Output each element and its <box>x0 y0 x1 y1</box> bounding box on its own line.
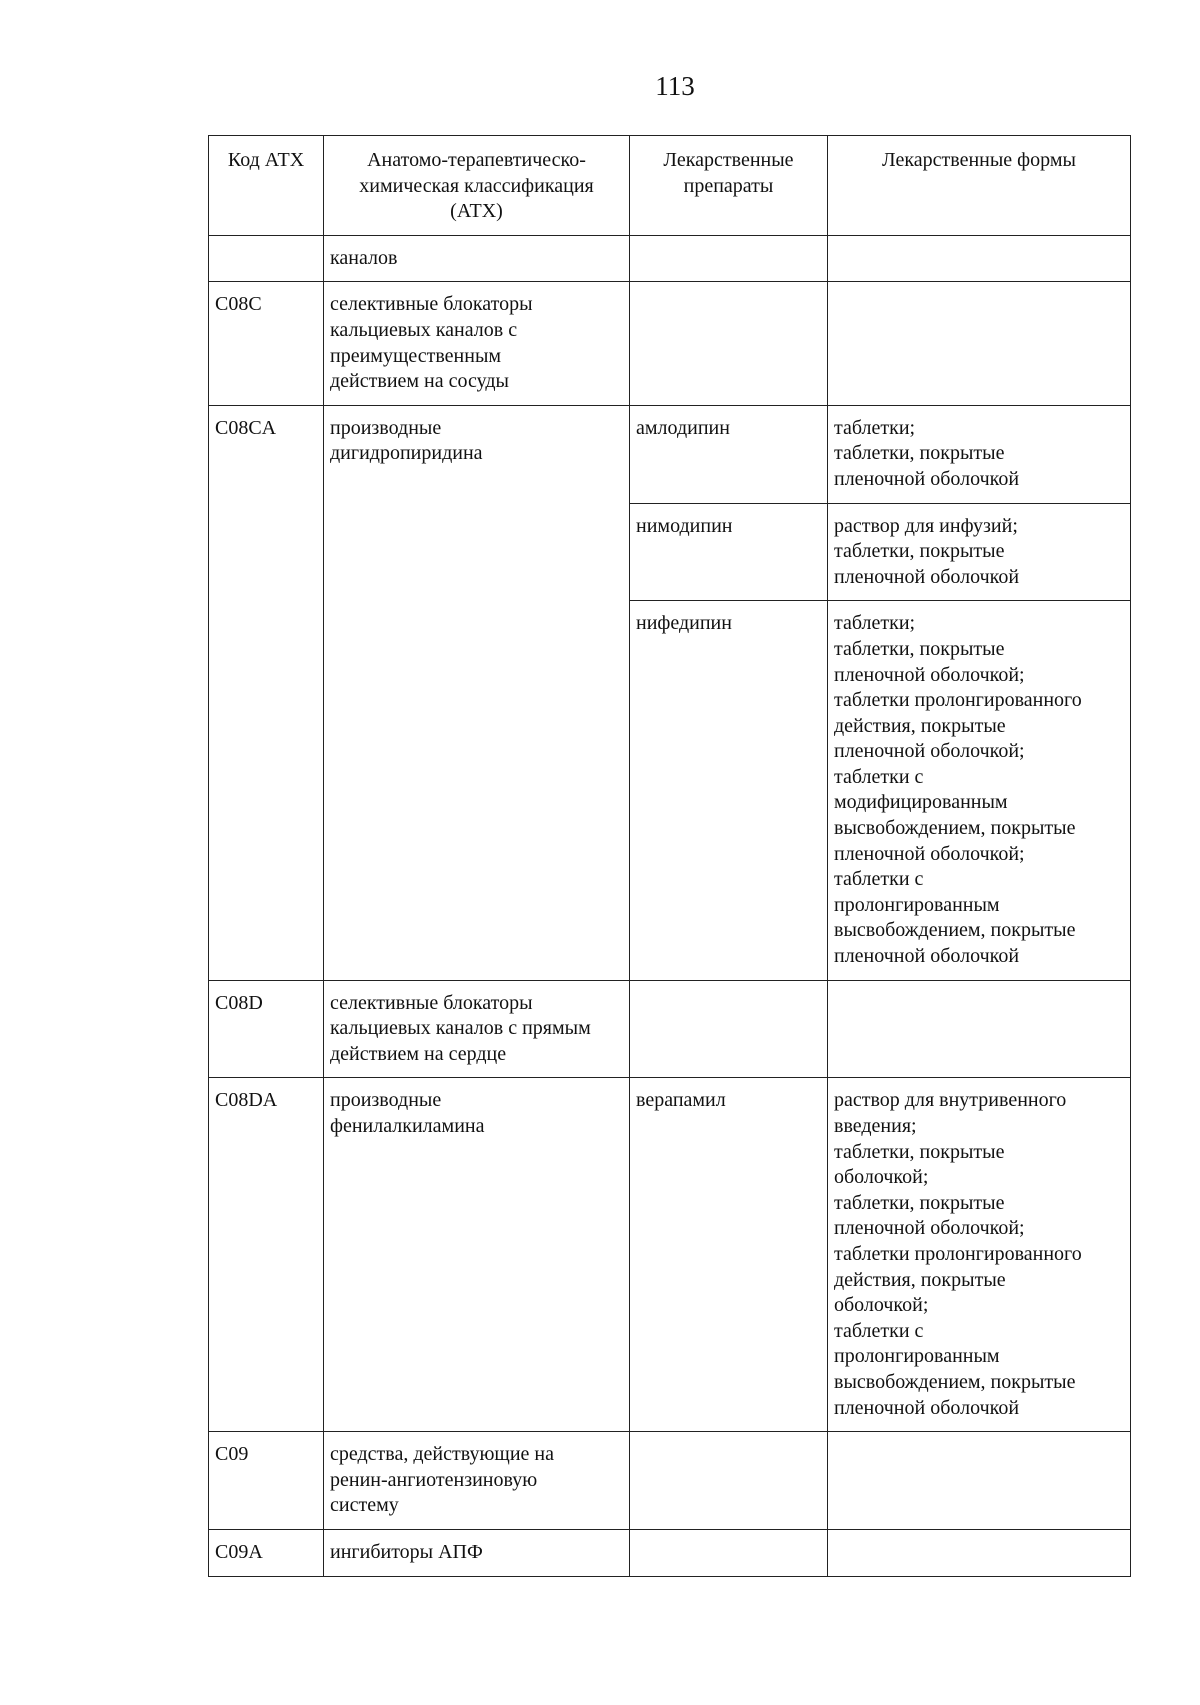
cell-forms <box>828 282 1131 405</box>
cell-drug <box>630 980 828 1078</box>
page-number: 113 <box>655 71 695 101</box>
cell-forms: таблетки; таблетки, покрытые пленочной оболочкой; таблетки пролонгированного действия, покрытые пленочной оболочкой; таблетки с модифицированным высвобождением, покрытые пленочной оболочкой; таблетки с пролонгированным высвобождением, покрытые пленочной оболочкой <box>828 601 1131 980</box>
header-atx-classification: Анатомо-терапевтическо- химическая классификация (АТХ) <box>324 136 630 236</box>
cell-drug <box>630 235 828 282</box>
cell-drug <box>630 1529 828 1576</box>
cell-code: C08DA <box>209 1078 324 1432</box>
cell-forms: раствор для внутривенного введения; таблетки, покрытые оболочкой; таблетки, покрытые пленочной оболочкой; таблетки пролонгированного действия, покрытые оболочкой; таблетки с пролонгированным высвобождением, покрытые пленочной оболочкой <box>828 1078 1131 1432</box>
header-atx-code: Код АТХ <box>209 136 324 236</box>
cell-classification: селективные блокаторы кальциевых каналов с преимущественным действием на сосуды <box>324 282 630 405</box>
cell-classification: производные фенилалкиламина <box>324 1078 630 1432</box>
cell-classification: средства, действующие на ренин-ангиотензиновую систему <box>324 1432 630 1530</box>
cell-classification: селективные блокаторы кальциевых каналов с прямым действием на сердце <box>324 980 630 1078</box>
cell-drug: верапамил <box>630 1078 828 1432</box>
cell-code: C08CA <box>209 405 324 980</box>
cell-classification: каналов <box>324 235 630 282</box>
table-row <box>209 282 1131 405</box>
table-row <box>209 1432 1131 1530</box>
cell-drug <box>630 282 828 405</box>
table-row <box>209 1078 1131 1432</box>
cell-drug <box>630 1432 828 1530</box>
table-row <box>209 405 1131 503</box>
header-drugs: Лекарственные препараты <box>630 136 828 236</box>
cell-code: C08C <box>209 282 324 405</box>
cell-forms: таблетки; таблетки, покрытые пленочной оболочкой <box>828 405 1131 503</box>
cell-drug: амлодипин <box>630 405 828 503</box>
table-row <box>209 980 1131 1078</box>
cell-forms <box>828 1529 1131 1576</box>
cell-code <box>209 235 324 282</box>
atx-classification-table <box>208 135 1131 1577</box>
header-dosage-forms: Лекарственные формы <box>828 136 1131 236</box>
cell-drug: нифедипин <box>630 601 828 980</box>
cell-forms: раствор для инфузий; таблетки, покрытые пленочной оболочкой <box>828 503 1131 601</box>
cell-code: C08D <box>209 980 324 1078</box>
cell-code: C09A <box>209 1529 324 1576</box>
table-header-row <box>209 136 1131 236</box>
table-row <box>209 1529 1131 1576</box>
cell-classification: производные дигидропиридина <box>324 405 630 980</box>
cell-classification: ингибиторы АПФ <box>324 1529 630 1576</box>
cell-forms <box>828 1432 1131 1530</box>
cell-code: C09 <box>209 1432 324 1530</box>
cell-forms <box>828 235 1131 282</box>
table-row <box>209 235 1131 282</box>
cell-drug: нимодипин <box>630 503 828 601</box>
cell-forms <box>828 980 1131 1078</box>
